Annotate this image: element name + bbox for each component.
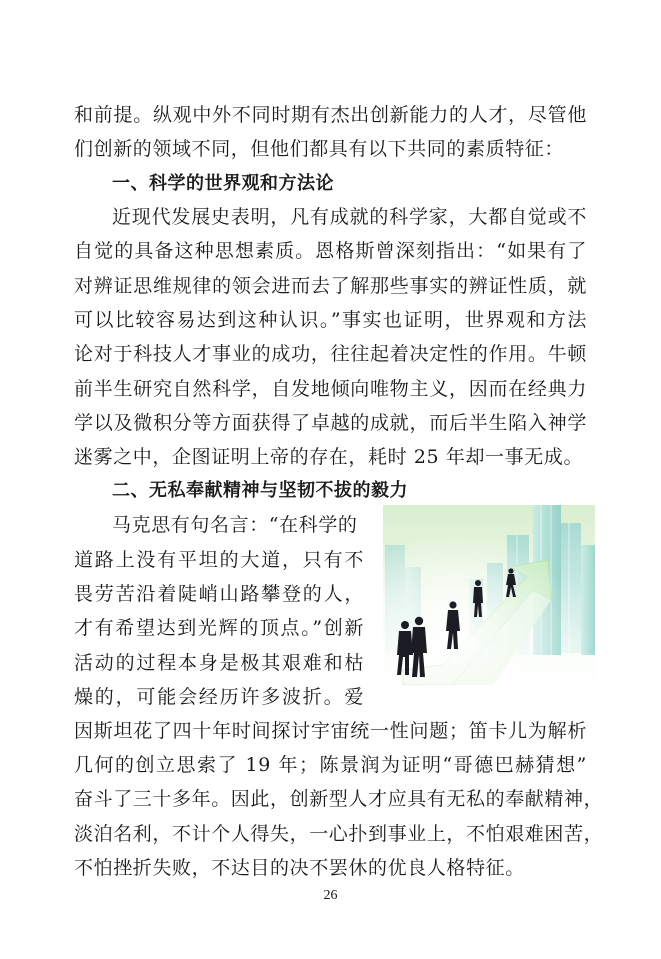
text-line: 才有希望达到光辉的顶点。”创新 [74, 617, 364, 639]
text-line: 可以比较容易达到这种认识。”事实也证明，世界观和方法 [74, 309, 587, 331]
text-line: 近现代发展史表明，凡有成就的科学家，大都自觉或不 [112, 206, 587, 228]
text-line: 几何的创立思索了 19 年；陈景润为证明“哥德巴赫猜想” [74, 754, 587, 776]
business-people-climbing-arrow-illustration [383, 505, 595, 685]
text-line: 和前提。纵观中外不同时期有杰出创新能力的人才，尽管他 [74, 104, 587, 126]
text-line: 学以及微积分等方面获得了卓越的成就，而后半生陷入神学 [74, 412, 587, 434]
text-line: 马克思有句名言：“在科学的 [112, 514, 358, 536]
text-line: 活动的过程本身是极其艰难和枯 [74, 652, 364, 674]
text-line: 燥的，可能会经历许多波折。爱 [74, 686, 364, 708]
text-line: 论对于科技人才事业的成功，往往起着决定性的作用。牛顿 [74, 343, 587, 365]
text-line: 自觉的具备这种思想素质。恩格斯曾深刻指出：“如果有了 [74, 240, 587, 262]
page-number: 26 [323, 888, 338, 903]
text-line: 淡泊名利，不计个人得失，一心扑到事业上，不怕艰难困苦， [74, 823, 604, 845]
text-line: 们创新的领域不同，但他们都具有以下共同的素质特征： [74, 138, 565, 160]
text-line: 迷雾之中，企图证明上帝的存在，耗时 25 年却一事无成。 [74, 446, 584, 468]
section-heading-1: 一、科学的世界观和方法论 [112, 173, 334, 194]
text-line: 不怕挫折失败，不达目的决不罢休的优良人格特征。 [74, 857, 525, 879]
text-line: 道路上没有平坦的大道，只有不 [74, 549, 364, 571]
text-line: 前半生研究自然科学，自发地倾向唯物主义，因而在经典力 [74, 378, 587, 400]
text-line: 因斯坦花了四十年时间探讨宇宙统一性问题；笛卡儿为解析 [74, 720, 587, 742]
text-line: 畏劳苦沿着陡峭山路攀登的人， [74, 583, 364, 605]
section-heading-2: 二、无私奉献精神与坚韧不拔的毅力 [112, 480, 408, 501]
text-line: 对辨证思维规律的领会进而去了解那些事实的辨证性质，就 [74, 275, 587, 297]
text-line: 奋斗了三十多年。因此，创新型人才应具有无私的奉献精神， [74, 788, 604, 810]
